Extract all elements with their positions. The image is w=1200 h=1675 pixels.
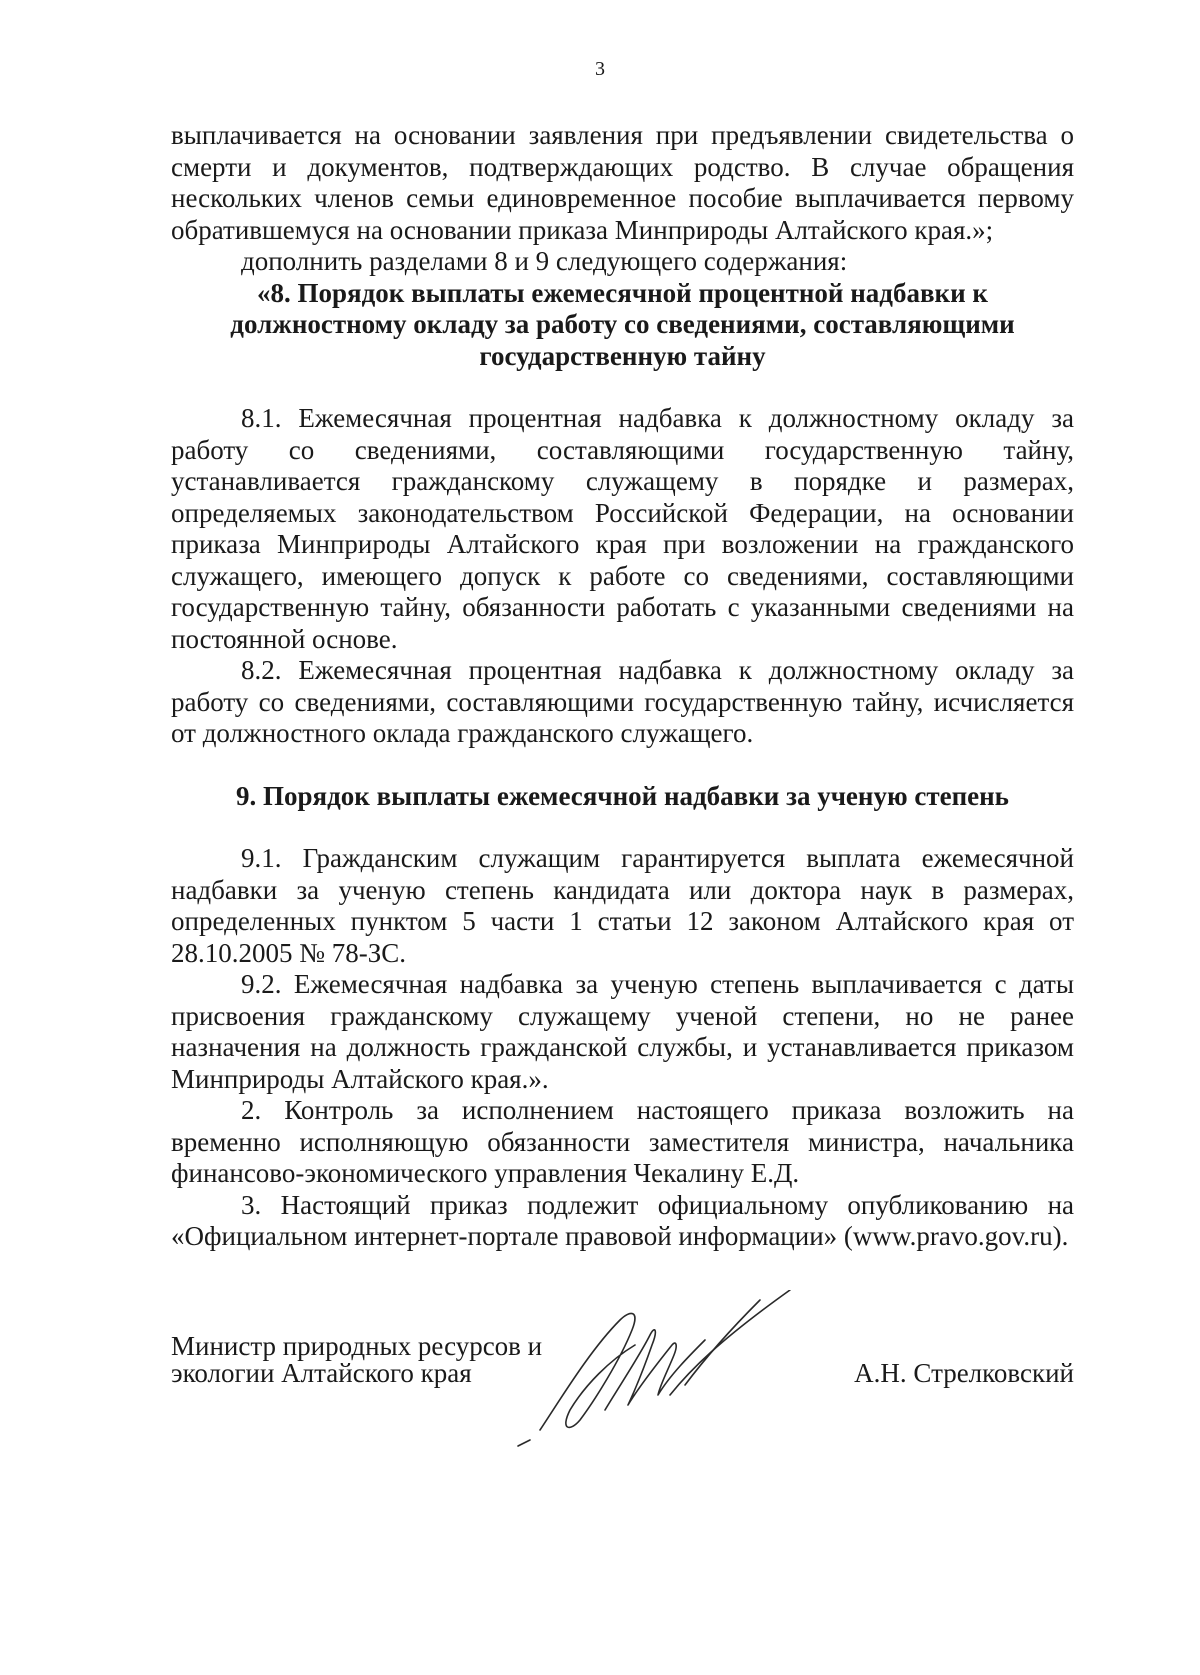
paragraph-9-1: 9.1. Гражданским служащим гарантируется выплата ежемесячной надбавки за ученую степень кандидата или доктора наук в размерах, определенных пунктом 5 части 1 статьи 12 законом Алтайского края от 28.10.2005 № 78-ЗС.: [171, 843, 1074, 968]
page-number: 3: [595, 58, 605, 80]
signatory-name: А.Н. Стрелковский: [854, 1358, 1074, 1388]
paragraph-amendment-intro: дополнить разделами 8 и 9 следующего содержания:: [241, 246, 848, 276]
paragraph-continuation: выплачивается на основании заявления при предъявлении свидетельства о смерти и документов, подтверждающих родство. В случае обращения нескольких членов семьи единовременное пособие выплачивается первому обратившемуся на основании приказа Минприроды Алтайского края.»;: [171, 120, 1074, 245]
paragraph-2-control: 2. Контроль за исполнением настоящего приказа возложить на временно исполняющую обязанности заместителя министра, начальника финансово-экономического управления Чекалину Е.Д.: [171, 1095, 1074, 1188]
paragraph-8-2: 8.2. Ежемесячная процентная надбавка к должностному окладу за работу со сведениями, составляющими государственную тайну, исчисляется от должностного оклада гражданского служащего.: [171, 655, 1074, 748]
paragraph-9-2: 9.2. Ежемесячная надбавка за ученую степень выплачивается с даты присвоения гражданскому служащему ученой степени, но не ранее назначения на должность гражданской службы, и устанавливается приказом Минприроды Алтайского края.».: [171, 969, 1074, 1094]
signatory-title-line2: экологии Алтайского края: [171, 1358, 472, 1388]
signatory-title: [171, 1333, 542, 1387]
document-body: [171, 120, 1074, 1253]
section-8-heading: «8. Порядок выплаты ежемесячной процентной надбавки к должностному окладу за работу со сведениями, составляющими государственную тайну: [230, 277, 1015, 371]
signature-block: [171, 1333, 1074, 1453]
signatory-title-line1: Министр природных ресурсов и: [171, 1331, 543, 1361]
section-9-heading: 9. Порядок выплаты ежемесячной надбавки за ученую степень: [236, 780, 1009, 811]
paragraph-8-1: 8.1. Ежемесячная процентная надбавка к должностному окладу за работу со сведениями, составляющими государственную тайну, устанавливается гражданскому служащему в порядке и размерах, определяемых законодательством Российской Федерации, на основании приказа Минприроды Алтайского края при возложении на гражданского служащего, имеющего допуск к работе со сведениями, составляющими государственную тайну, обязанности работать с указанными сведениями на постоянной основе.: [171, 403, 1074, 654]
paragraph-3-publication: 3. Настоящий приказ подлежит официальному опубликованию на «Официальном интернет-портале правовой информации» (www.pravo.gov.ru).: [171, 1189, 1074, 1251]
